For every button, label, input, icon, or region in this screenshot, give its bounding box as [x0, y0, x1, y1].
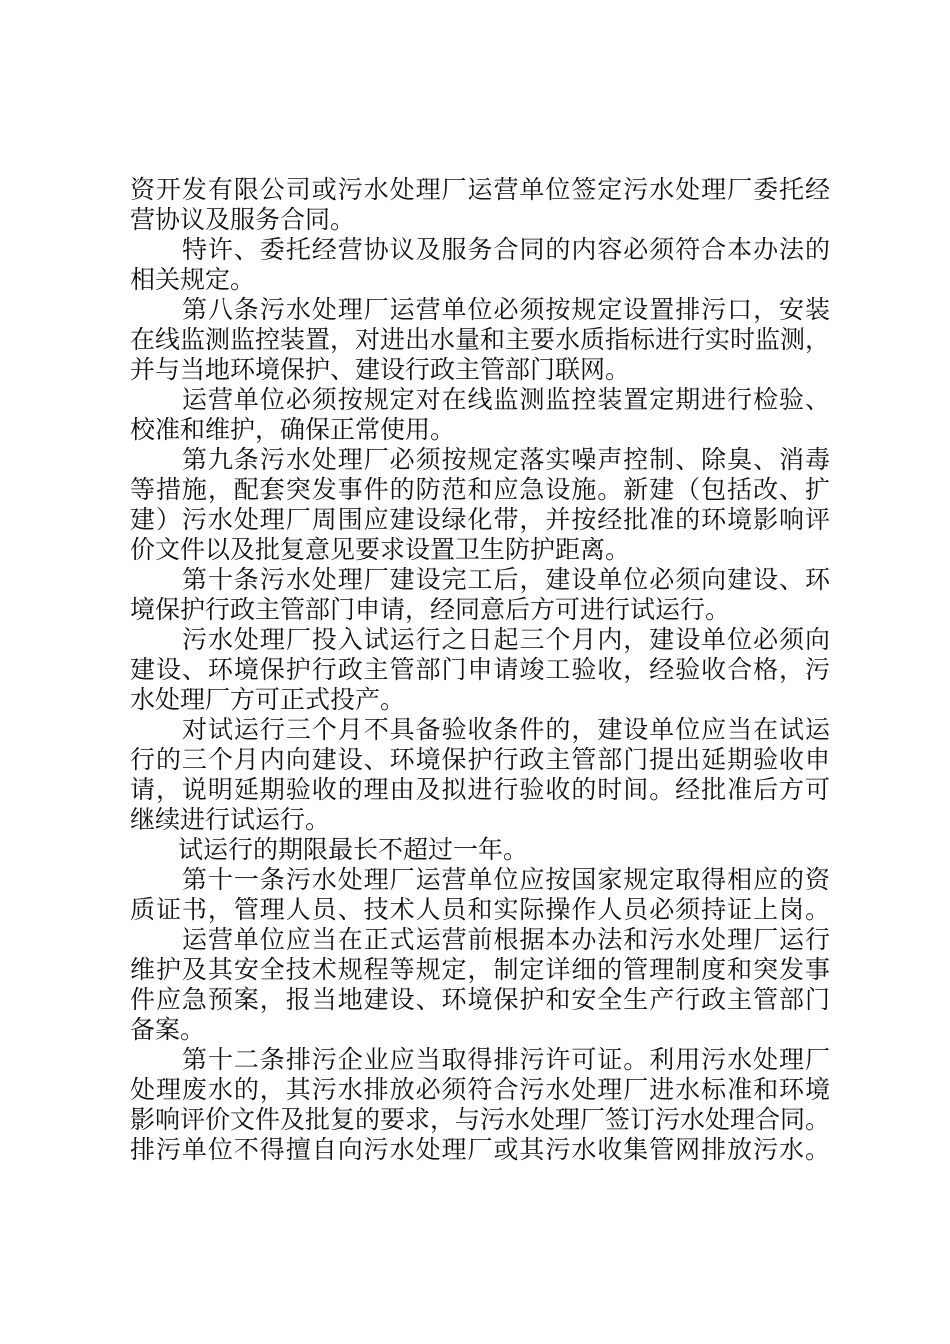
text-line: 行的三个月内向建设、环境保护行政主管部门提出延期验收申 — [130, 745, 830, 774]
text-line: 建设、环境保护行政主管部门申请竣工验收，经验收合格，污 — [130, 655, 830, 684]
text-line: 排污单位不得擅自向污水处理厂或其污水收集管网排放污水。 — [130, 1135, 830, 1164]
text-line: 等措施，配套突发事件的防范和应急设施。新建（包括改、扩 — [130, 475, 830, 504]
text-line: 影响评价文件及批复的要求，与污水处理厂签订污水处理合同。 — [130, 1105, 831, 1134]
text-line: 请，说明延期验收的理由及拟进行验收的时间。经批准后方可 — [130, 775, 830, 804]
paragraph — [130, 445, 830, 565]
paragraph — [130, 625, 830, 715]
text-line: 建）污水处理厂周围应建设绿化带，并按经批准的环境影响评 — [130, 505, 830, 534]
paragraph — [130, 235, 830, 295]
paragraph — [130, 715, 830, 835]
paragraph — [130, 565, 830, 625]
text-line: 相关规定。 — [130, 265, 256, 294]
text-line: 备案。 — [130, 1015, 206, 1044]
text-line: 质证书，管理人员、技术人员和实际操作人员必须持证上岗。 — [130, 895, 830, 924]
text-line: 对试运行三个月不具备验收条件的，建设单位应当在试运 — [182, 715, 830, 744]
paragraph — [130, 835, 830, 865]
text-line: 水处理厂方可正式投产。 — [130, 685, 406, 714]
paragraph — [130, 865, 830, 925]
text-line: 第十条污水处理厂建设完工后，建设单位必须向建设、环 — [182, 565, 830, 594]
text-line: 第九条污水处理厂必须按规定落实噪声控制、除臭、消毒 — [182, 445, 830, 474]
text-line: 特许、委托经营协议及服务合同的内容必须符合本办法的 — [182, 235, 830, 264]
document-body — [130, 175, 830, 1165]
text-line: 运营单位必须按规定对在线监测监控装置定期进行检验、 — [182, 385, 830, 414]
text-line: 资开发有限公司或污水处理厂运营单位签定污水处理厂委托经 — [130, 175, 830, 204]
text-line: 境保护行政主管部门申请，经同意后方可进行试运行。 — [130, 595, 731, 624]
text-line: 试运行的期限最长不超过一年。 — [178, 835, 529, 864]
text-line: 件应急预案，报当地建设、环境保护和安全生产行政主管部门 — [130, 985, 830, 1014]
text-line: 第十二条排污企业应当取得排污许可证。利用污水处理厂 — [182, 1045, 830, 1074]
text-line: 第八条污水处理厂运营单位必须按规定设置排污口，安装 — [182, 295, 830, 324]
paragraph — [130, 925, 830, 1045]
text-line: 校准和维护，确保正常使用。 — [130, 415, 456, 444]
paragraph — [130, 295, 830, 385]
text-line: 继续进行试运行。 — [130, 805, 331, 834]
paragraph — [130, 385, 830, 445]
text-line: 并与当地环境保护、建设行政主管部门联网。 — [130, 355, 631, 384]
text-line: 在线监测监控装置，对进出水量和主要水质指标进行实时监测， — [130, 325, 831, 354]
text-line: 运营单位应当在正式运营前根据本办法和污水处理厂运行 — [182, 925, 830, 954]
text-line: 污水处理厂投入试运行之日起三个月内，建设单位必须向 — [182, 625, 830, 654]
text-line: 价文件以及批复意见要求设置卫生防护距离。 — [130, 535, 631, 564]
paragraph — [130, 175, 830, 235]
text-line: 第十一条污水处理厂运营单位应按国家规定取得相应的资 — [182, 865, 830, 894]
paragraph — [130, 1045, 830, 1165]
text-line: 维护及其安全技术规程等规定，制定详细的管理制度和突发事 — [130, 955, 830, 984]
text-line: 营协议及服务合同。 — [130, 205, 356, 234]
text-line: 处理废水的，其污水排放必须符合污水处理厂进水标准和环境 — [130, 1075, 830, 1104]
